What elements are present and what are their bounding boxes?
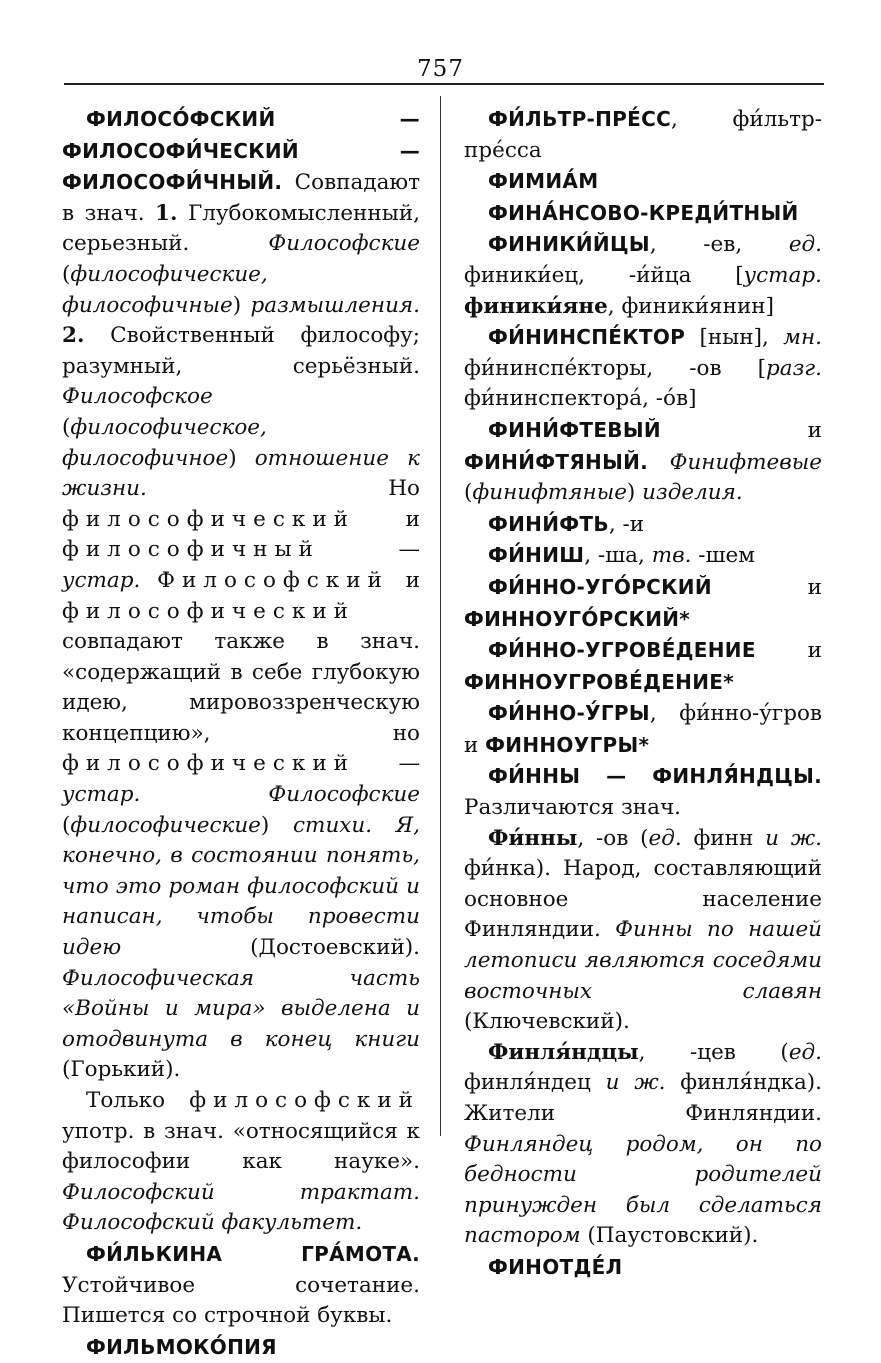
dictionary-entry — [464, 104, 822, 166]
entry-text: ) — [260, 812, 294, 838]
entry-text: , -ша, — [584, 543, 652, 569]
entry-text: , финики́янин] — [607, 293, 774, 319]
bold-text: 2. — [62, 323, 85, 349]
header-rule — [64, 83, 824, 85]
dictionary-entry — [464, 229, 822, 322]
headword: ФИННОУГО́РСКИЙ* — [464, 606, 691, 631]
headword: ФИННОУГРОВЕ́ДЕНИЕ* — [464, 669, 734, 694]
entry-text: ) — [228, 445, 255, 471]
page-number: 757 — [417, 56, 464, 82]
headword: ФИНИ́ФТЯНЫЙ. — [464, 449, 649, 474]
italic-text: Философское — [62, 384, 213, 410]
italic-text: философическое, философичное — [62, 414, 267, 471]
spaced-word: философичный — [62, 537, 320, 563]
headword: ФИНИ́ФТЕВЫЙ — [488, 417, 661, 442]
entry-text: , -ов ( — [577, 825, 649, 851]
dictionary-entry — [464, 415, 822, 509]
entry-text: фи́нка). Народ, составляющий основное население Финляндии. — [464, 856, 822, 943]
entry-text: финля́ндка). Жители Финляндии. — [464, 1070, 822, 1126]
dictionary-entry — [464, 540, 822, 572]
entry-text: — — [354, 751, 420, 777]
entry-text: Только — [86, 1088, 190, 1113]
entry-text: -шем — [691, 543, 755, 569]
entry-text: и — [711, 574, 822, 600]
right-column — [464, 104, 822, 1284]
headword: ФИНИКИ́ЙЦЫ — [488, 232, 650, 257]
entry-text: употр. в знач. «относящийся к философии как науке». — [62, 1118, 420, 1175]
entry-text: Устойчивое сочетание. Пишется со строчной буквы. — [62, 1272, 420, 1329]
headword: ФИЛЬМОКО́ПИЯ — [86, 1334, 277, 1359]
italic-text: мн. — [783, 325, 822, 351]
entry-text: ( — [62, 414, 71, 440]
dictionary-entry — [62, 104, 420, 1086]
italic-text: философические, философичные — [62, 261, 268, 318]
italic-text: изделия. — [642, 480, 743, 506]
entry-text: Но — [146, 476, 420, 502]
headword: ФИ́ННО-У́ГРЫ — [488, 701, 650, 726]
headword: ФИНИ́ФТЬ — [488, 511, 609, 536]
entry-text: ) — [232, 292, 251, 318]
headword: ФИМИА́М — [488, 169, 599, 194]
entry-text: , -ев, — [649, 232, 789, 258]
headword: ФИ́НИНСПЕ́КТОР — [488, 325, 686, 350]
entry-text: (Горький). — [62, 1057, 181, 1083]
headword: ФИННОУГРЫ* — [485, 732, 650, 757]
dictionary-entry — [62, 1332, 420, 1363]
entry-text: Глубокомысленный, серьезный. — [62, 200, 420, 257]
italic-text: Финляндец родом, он по бедности родителей принужден был сделаться пастором — [464, 1131, 822, 1249]
bold-text: Фи́нны — [488, 825, 578, 851]
headword: ФИНА́НСОВО-КРЕДИ́ТНЫЙ — [488, 200, 799, 225]
spaced-word: философический — [62, 598, 355, 624]
dictionary-entry — [464, 166, 822, 198]
entry-text: ( — [62, 812, 71, 838]
entry-text: фи́нинспектора́, -о́в] — [464, 386, 697, 412]
entry-text: , -и — [608, 511, 645, 537]
entry-text: Совпадают в знач. — [62, 170, 420, 226]
entry-text: и — [660, 417, 822, 443]
italic-text: ед. — [788, 1039, 822, 1065]
italic-text: устар. — [62, 567, 141, 593]
entry-text: ) — [626, 480, 643, 506]
headword: ФИ́ЛЬТР-ПРЕ́СС — [488, 107, 672, 131]
bold-text: 1. — [155, 200, 178, 226]
dictionary-entry — [464, 1252, 822, 1284]
headword: ФИ́ННО-УГО́РСКИЙ — [488, 574, 712, 599]
spaced-word: философический — [62, 751, 355, 777]
italic-text: ед. — [648, 825, 682, 851]
entry-text: финики́ец, -и́йца [ — [464, 262, 744, 288]
entry-text: , фи́льтр-пре́сса — [464, 107, 822, 163]
entry-text: Свойственный философу; разумный, серьёзный. — [62, 323, 420, 379]
headword: ФИНОТДЕ́Л — [488, 1254, 623, 1279]
entry-text: , -цев ( — [638, 1039, 789, 1065]
italic-text: устар. — [743, 262, 822, 288]
italic-text: Философский трактат. Философский факультет. — [62, 1179, 420, 1236]
italic-text: отношение к жизни. — [62, 445, 420, 502]
entry-text: ( — [62, 261, 71, 287]
entry-text: (Ключевский). — [464, 1009, 630, 1035]
entry-text: и — [755, 638, 822, 664]
entry-text: (Достоевский). — [121, 935, 420, 961]
dictionary-entry — [62, 1086, 420, 1239]
dictionary-entry — [62, 1239, 420, 1332]
headword: ФИ́ННО-УГРОВЕ́ДЕНИЕ — [488, 638, 756, 663]
entry-text: [нын], — [685, 325, 784, 351]
italic-text: Финны по нашей летописи являются соседями восточных славян — [464, 917, 823, 1004]
dictionary-entry — [464, 572, 822, 635]
bold-text: Финля́ндцы — [488, 1039, 639, 1065]
column-divider — [440, 96, 441, 1136]
entry-text: фи́нинспе́кторы, -ов [ — [464, 355, 766, 381]
italic-text: Финифтевые — [669, 449, 822, 475]
entry-text: — — [319, 537, 420, 563]
headword: ФИЛОСО́ФСКИЙ — ФИЛОСОФИ́ЧЕСКИЙ — ФИЛОСОФИ́ЧНЫЙ. — [62, 107, 420, 195]
dictionary-entry — [464, 1038, 822, 1252]
italic-text: разг. — [765, 355, 822, 381]
italic-text: и ж. — [765, 825, 822, 851]
dictionary-entry — [464, 509, 822, 541]
italic-text: и ж. — [605, 1070, 666, 1096]
headword: ФИ́НИШ — [488, 543, 585, 568]
entry-text: (Паустовский). — [580, 1223, 759, 1249]
spaced-word: философический — [62, 506, 355, 532]
headword: ФИ́ЛЬКИНА ГРА́МОТА. — [86, 1241, 420, 1266]
entry-text: финн — [681, 825, 766, 851]
entry-text: Различаются знач. — [464, 795, 682, 821]
italic-text: размышления. — [250, 292, 420, 318]
left-column — [62, 104, 420, 1363]
entry-text: , фи́нно-у́гров и — [464, 701, 822, 758]
dictionary-entry — [464, 322, 822, 415]
entry-text: и — [354, 506, 420, 532]
italic-text: философические — [70, 812, 261, 838]
entry-text — [140, 568, 157, 593]
spaced-word: философский — [189, 1088, 420, 1113]
entry-text — [648, 450, 670, 475]
italic-text: ед. — [788, 232, 822, 258]
entry-text: ( — [464, 480, 473, 506]
italic-text: тв. — [651, 543, 692, 569]
italic-text: Философическая часть «Войны и мира» выделена и отодвинута в конец книги — [62, 965, 420, 1052]
entry-text: совпадают также в знач. «содержащий в себе глубокую идею, мировоззренческую концепцию», но — [62, 629, 420, 746]
italic-text: стихи. Я, конечно, в состоянии понять, что это роман философский и написан, чтобы провести идею — [62, 812, 420, 961]
dictionary-entry — [464, 635, 822, 698]
headword: ФИ́ННЫ — ФИНЛЯ́НДЦЫ. — [488, 764, 822, 789]
dictionary-entry — [464, 761, 822, 823]
italic-text: Философские — [268, 231, 420, 257]
entry-text: и — [388, 567, 420, 593]
spaced-word: Философский — [157, 567, 389, 593]
dictionary-entry — [464, 198, 822, 230]
italic-text: устар. Философские — [62, 782, 420, 808]
dictionary-entry — [464, 698, 822, 761]
italic-text: финифтяные — [472, 480, 627, 506]
entry-text: финля́ндец — [464, 1070, 606, 1096]
dictionary-entry — [464, 824, 822, 1038]
bold-text: финики́яне — [464, 293, 608, 319]
